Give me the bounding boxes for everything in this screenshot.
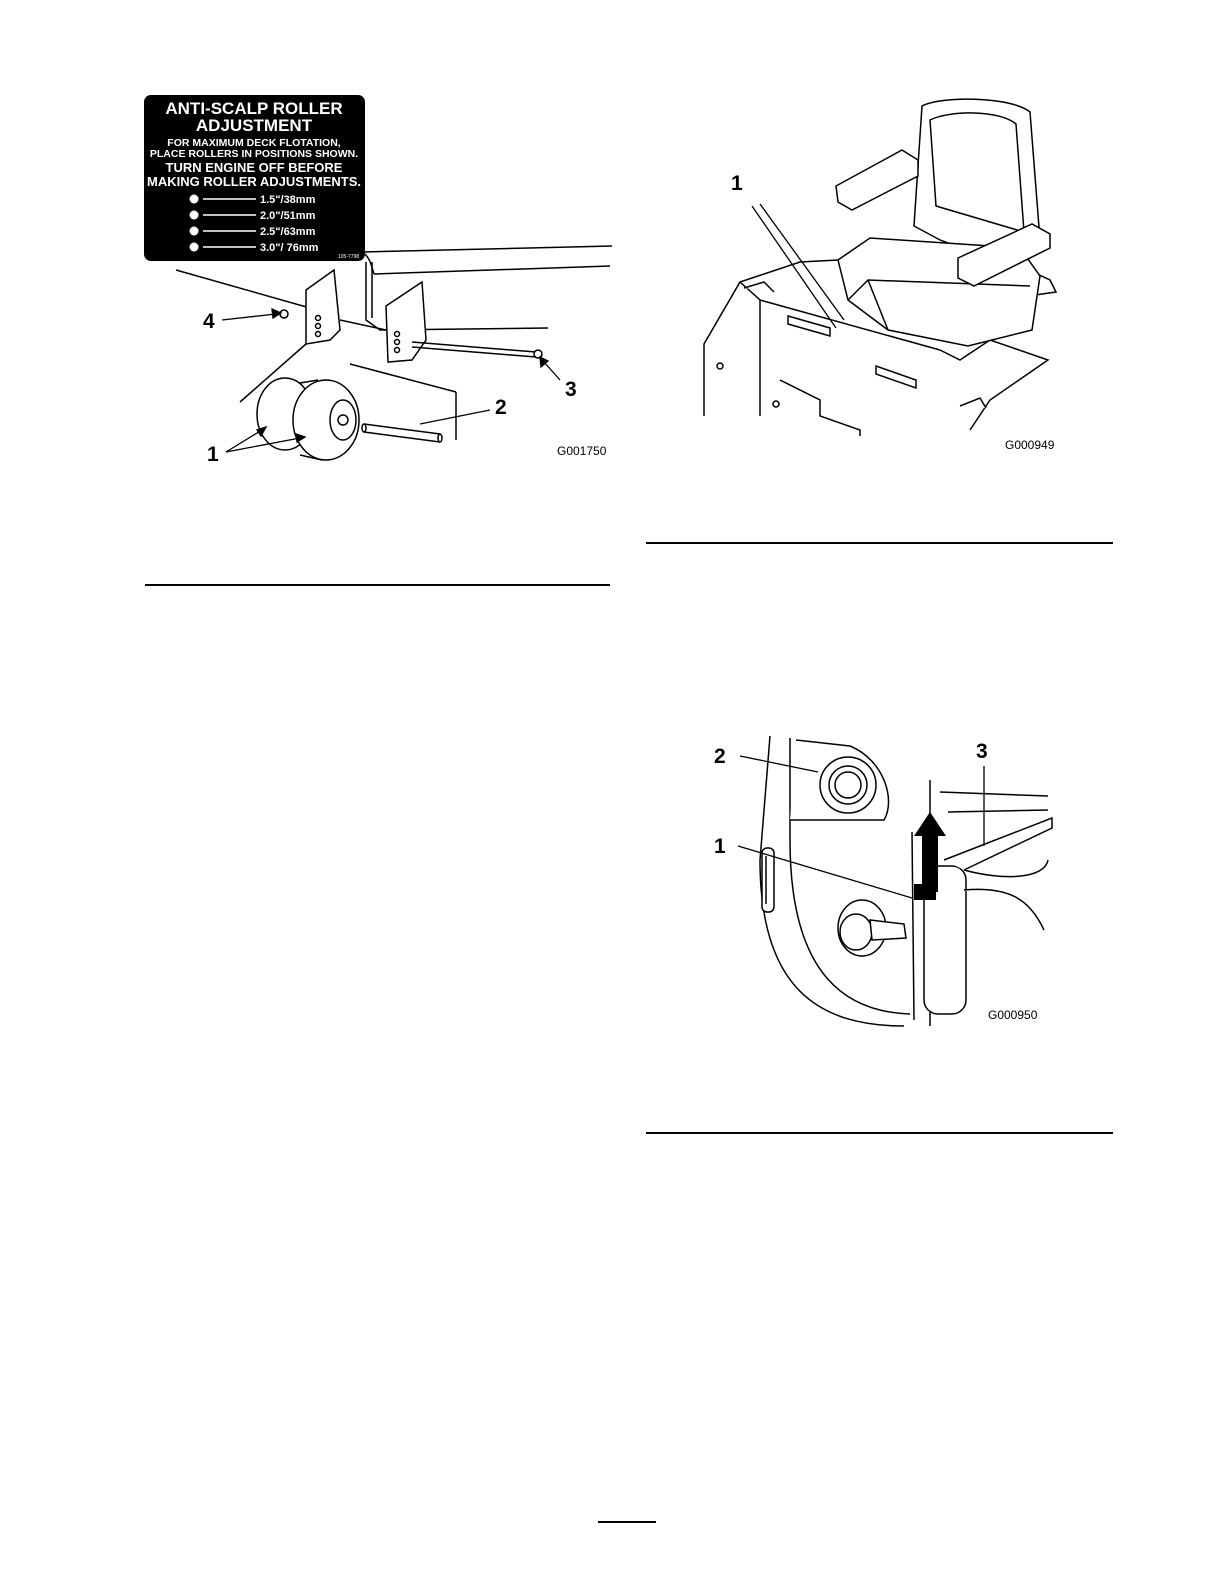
figure1-callout-4: 4	[203, 310, 215, 333]
figure-anti-scalp-roller	[140, 90, 620, 470]
decal-note-line1: FOR MAXIMUM DECK FLOTATION,	[167, 137, 341, 149]
decal-part-number: 105-7798	[338, 254, 360, 260]
position-dot-icon	[190, 195, 199, 204]
figure-lever-release	[700, 730, 1060, 1030]
figure3-callout-3: 3	[976, 740, 988, 763]
decal-title-line2: ADJUSTMENT	[195, 116, 313, 135]
decal-position-1: 1.5"/38mm	[260, 194, 316, 206]
section-rule	[145, 584, 610, 586]
figure3-callout-1: 1	[714, 835, 726, 858]
figure3-callout-2: 2	[714, 745, 726, 768]
figure3-code: G000950	[988, 1008, 1038, 1022]
seat-drawing	[704, 99, 1056, 436]
figure1-callout-2: 2	[495, 396, 507, 419]
decal-note-line2: PLACE ROLLERS IN POSITIONS SHOWN.	[149, 148, 359, 160]
decal-title-line1: ANTI-SCALP ROLLER	[165, 99, 343, 118]
decal-warning-line2: MAKING ROLLER ADJUSTMENTS.	[146, 174, 362, 189]
mower-deck-drawing	[176, 246, 612, 460]
position-dot-icon	[190, 227, 199, 236]
anti-scalp-decal	[144, 95, 365, 261]
decal-position-4: 3.0"/ 76mm	[260, 242, 319, 254]
figure2-code: G000949	[1005, 438, 1055, 452]
figure1-callout-3: 3	[565, 378, 577, 401]
decal-position-3: 2.5"/63mm	[260, 226, 316, 238]
figure1-code: G001750	[557, 444, 607, 458]
position-dot-icon	[190, 211, 199, 220]
section-rule	[646, 542, 1113, 544]
figure1-callout-1: 1	[207, 443, 219, 466]
section-rule	[646, 1132, 1113, 1134]
figure2-callout-1: 1	[731, 172, 743, 195]
decal-position-2: 2.0"/51mm	[260, 210, 316, 222]
lever-drawing	[760, 736, 1052, 1026]
page-number-rule	[598, 1521, 656, 1523]
figure-seat-latch	[690, 90, 1070, 460]
decal-warning-line1: TURN ENGINE OFF BEFORE	[165, 160, 343, 175]
position-dot-icon	[190, 243, 199, 252]
